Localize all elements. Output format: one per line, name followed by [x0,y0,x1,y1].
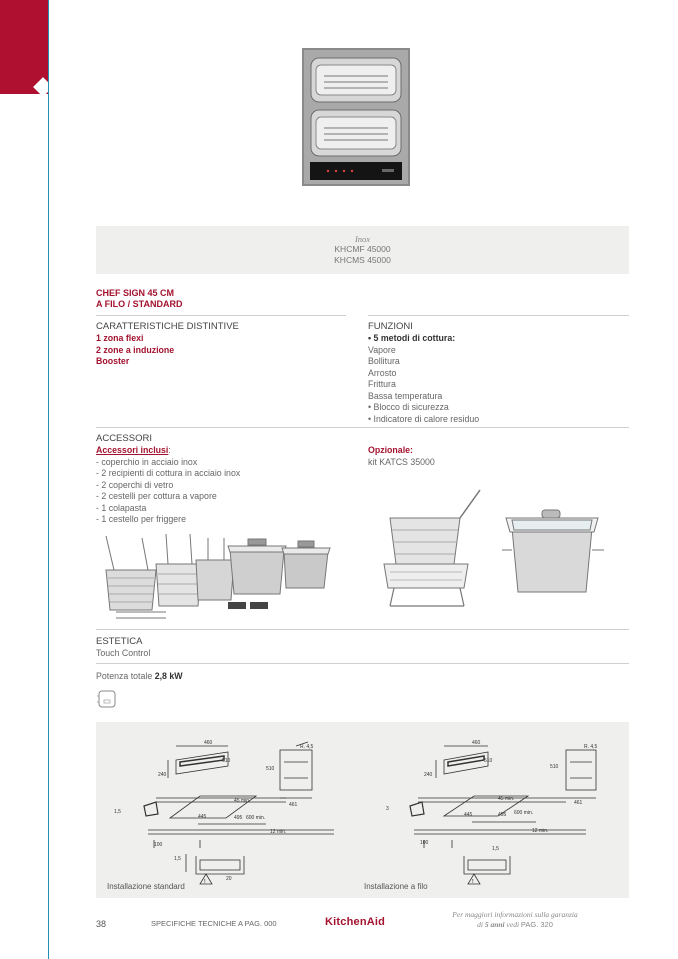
dim-label: 240 [158,772,167,778]
dim-label: 100 [154,842,163,848]
functions-heading: FUNZIONI [368,321,413,332]
feature-item: 1 zona flexi [96,333,144,343]
dim-label: 240 [424,772,433,778]
diagram-caption-standard: Installazione standard [107,882,185,891]
function-item: Bollitura [368,356,400,366]
optional-list [368,445,435,468]
dim-label: 1,5 [114,809,121,815]
socket-icon [96,688,118,710]
dim-label: 45 min. [498,796,515,802]
model-title-line1: CHEF SIGN 45 CM [96,288,175,298]
dim-label: 20 [226,876,232,882]
accessory-item: - 2 cestelli per cottura a vapore [96,491,217,501]
accessory-item: - 1 cestello per friggere [96,514,186,524]
included-label: Accessori inclusi [96,445,169,455]
note-pre: di [477,919,483,929]
accessory-item: - 2 recipienti di cottura in acciaio inox [96,468,241,478]
variant-finish: Inox [354,234,371,244]
feature-item: Booster [96,356,130,366]
function-item: • Indicatore di calore residuo [368,413,480,424]
features-list [96,333,174,368]
aesthetics-value: Touch Control [96,648,151,658]
aesthetics-heading: ESTETICA [96,636,143,647]
variant-code-1: KHCMF 45000 [334,244,391,254]
dim-label: 600 min. [246,815,266,821]
power-line [96,671,183,681]
warning-icon: ! [472,879,474,885]
function-item: Bassa temperatura [368,390,443,401]
dim-label: 510 [550,764,559,770]
dim-label: 510 [484,758,493,764]
accessory-item: - 1 colapasta [96,502,147,513]
diagram-caption-flush: Installazione a filo [364,882,428,891]
dim-label: 45 min. [234,798,251,804]
dim-label: 460 [204,740,213,746]
warranty-note-line2 [430,920,600,930]
feature-item: 2 zone a induzione [96,344,175,355]
warranty-note [430,910,600,929]
accessory-item: - 2 coperchi di vetro [96,479,174,490]
divider [96,629,629,630]
function-item: • Blocco di sicurezza [368,402,449,412]
included-colon: : [168,445,171,455]
installation-drawing [96,722,629,898]
accessories-heading: ACCESSORI [96,433,152,444]
dim-label: 100 [420,840,429,846]
functions-list [368,333,479,425]
dim-label: 495 [498,812,507,818]
model-title [96,288,183,310]
variant-box [96,226,629,274]
accessory-item: - coperchio in acciaio inox [96,456,198,467]
warning-icon: ! [204,879,206,885]
optional-item: kit KATCS 35000 [368,456,435,467]
dim-label: 445 [464,812,473,818]
dim-label: 510 [222,758,231,764]
divider [96,315,346,316]
divider [96,663,629,664]
dim-label: 510 [266,766,275,772]
power-label: Potenza totale [96,671,153,681]
optional-label: Opzionale: [368,445,413,455]
divider [368,315,629,316]
power-value: 2,8 kW [154,671,183,681]
dim-label: 600 min. [514,810,534,816]
dim-label: 445 [198,814,207,820]
divider [96,427,629,428]
dim-label: 461 [574,800,583,806]
dim-label: R. 4,5 [300,744,314,750]
dim-label: 3 [386,806,389,812]
function-item: Frittura [368,379,396,389]
function-item: Arrosto [368,367,397,378]
warranty-note-line1: Per maggiori informazioni sulla garanzia [452,910,578,919]
page-number: 38 [96,919,107,929]
variant-code-2: KHCMS 45000 [334,255,391,265]
features-heading: CARATTERISTICHE DISTINTIVE [96,321,239,332]
dim-label: R. 4,5 [584,744,598,750]
optional-kit-photo [372,488,612,618]
spec-reference: SPECIFICHE TECNICHE A PAG. 000 [151,919,277,928]
dim-label: 12 min. [532,828,549,834]
page-edge-rule [48,0,49,959]
product-photo [302,48,410,186]
dim-label: 495 [234,815,243,821]
note-bold: 5 anni [484,919,505,929]
model-title-line2: A FILO / STANDARD [96,299,183,309]
brand-logo: KitchenAid [325,916,386,928]
installation-diagrams [96,722,629,898]
dim-label: 1,5 [174,856,181,862]
note-page: PAG. 320 [520,919,553,929]
dim-label: 1,5 [492,846,499,852]
dim-label: 460 [472,740,481,746]
accessories-list [96,445,240,526]
accessories-photo [96,528,336,628]
dim-label: 12 min. [270,829,287,835]
note-mid: vedi [506,919,520,929]
dim-label: 461 [289,802,298,808]
accessories-included-label [96,445,240,457]
function-item: Vapore [368,344,396,355]
functions-lead: • 5 metodi di cottura: [368,333,456,343]
